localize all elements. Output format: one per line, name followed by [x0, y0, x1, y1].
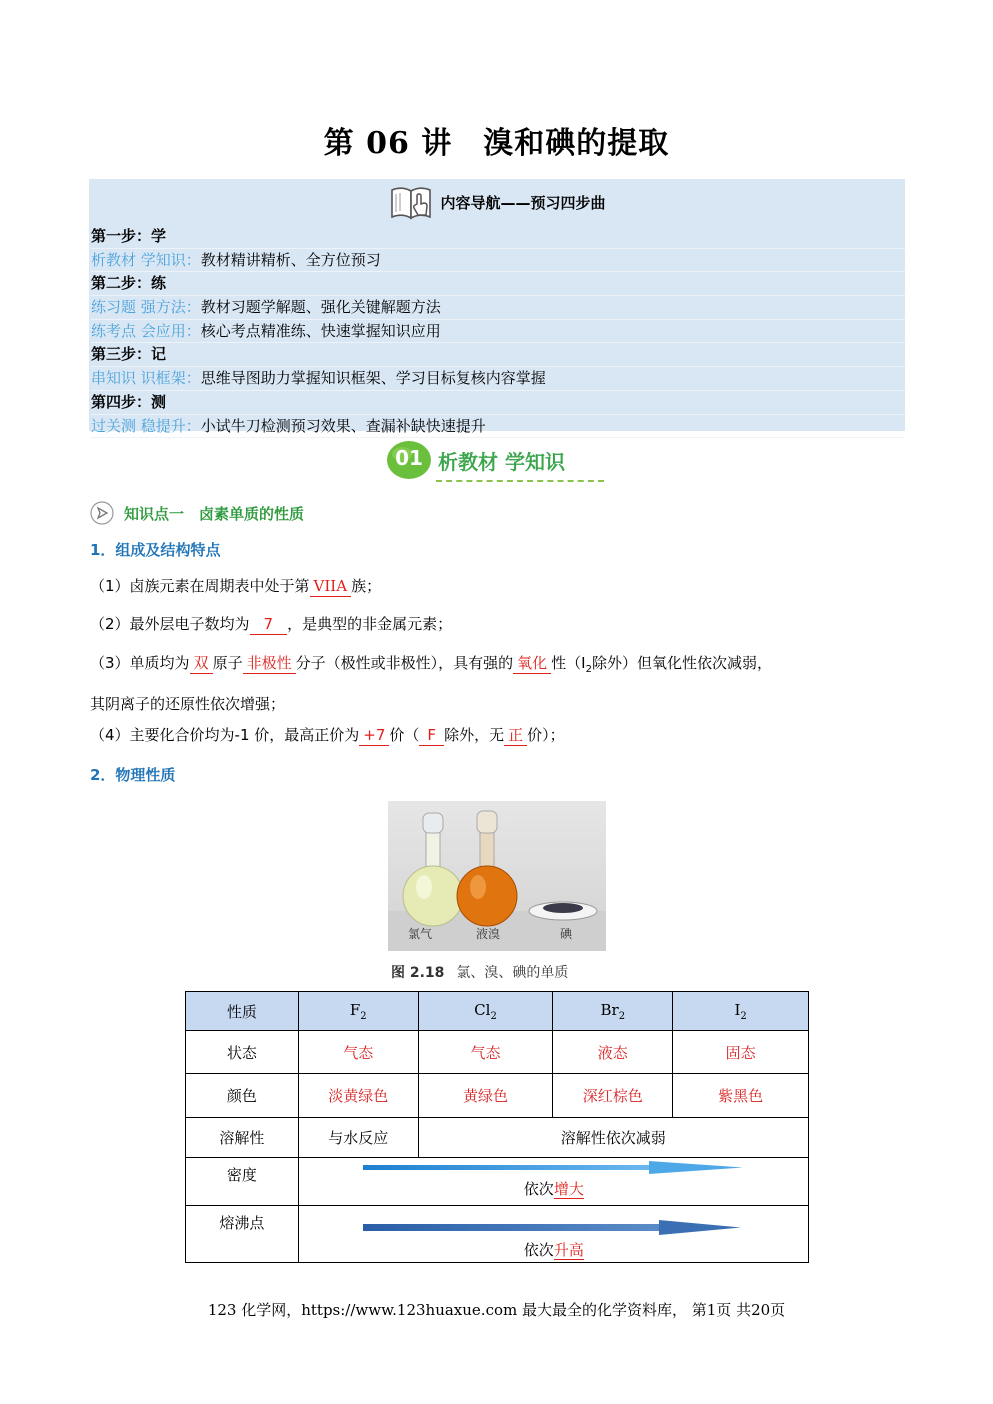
figure-caption — [391, 962, 568, 982]
page-title: 第 06 讲 溴和碘的提取 — [323, 126, 670, 161]
text: （2）最外层电子数均为 — [90, 615, 250, 633]
row-label: 状态 — [186, 1031, 299, 1074]
nav-row-text: 第三步：记 — [91, 345, 167, 364]
nav-header — [89, 179, 905, 225]
photo-label-bromine: 液溴 — [476, 927, 501, 941]
text: 原子 — [212, 654, 243, 672]
table-cell: 气态 — [298, 1031, 418, 1074]
nav-row-text: 思维导图助力掌握知识框架、学习目标复核内容掌握 — [200, 369, 546, 388]
text: 性（I — [551, 654, 586, 672]
header-cell — [673, 992, 809, 1031]
table-cell: 与水反应 — [298, 1118, 418, 1158]
nav-rows — [91, 225, 905, 438]
answer-blank: 增大 — [553, 1180, 584, 1198]
heading-physical: 2．物理性质 — [90, 766, 176, 784]
nav-step-row — [91, 272, 905, 296]
header-cell: 性质 — [186, 992, 299, 1031]
text: 其阴离子的还原性依次增强； — [90, 695, 286, 713]
answer-blank: 非极性 — [243, 653, 296, 674]
row-label: 熔沸点 — [186, 1206, 299, 1263]
answer-blank: 氧化 — [513, 653, 551, 674]
section-number-badge — [386, 440, 432, 480]
nav-item-key: 串知识 识框架： — [91, 369, 201, 388]
table-cell: 固态 — [673, 1031, 809, 1074]
table-cell: 深红棕色 — [553, 1074, 673, 1118]
book-pointer-icon — [388, 182, 436, 222]
heading-composition: 1．组成及结构特点 — [90, 541, 221, 559]
nav-row-text: 教材习题学解题、强化关键解题方法 — [200, 298, 441, 317]
text: 分子（极性或非极性），具有强的 — [295, 654, 514, 672]
text: 除外）但氧化性依次减弱， — [591, 654, 772, 672]
table-row — [186, 1206, 809, 1263]
boiling-trend-text — [299, 1239, 809, 1260]
nav-item-key: 练习题 强方法： — [91, 298, 201, 317]
table-cell: 气态 — [418, 1031, 553, 1074]
nav-row-text: 核心考点精准练、快速掌握知识应用 — [200, 321, 441, 340]
text: （4）主要化合价均为-1 价，最高正价为 — [90, 726, 360, 744]
table-row — [186, 1118, 809, 1158]
text: 价（ — [389, 726, 420, 744]
halogen-properties-table — [185, 991, 809, 1263]
nav-row-text: 第一步：学 — [91, 227, 167, 245]
text: 依次 — [523, 1241, 554, 1259]
header-cell — [553, 992, 673, 1031]
section-title: 析教材 学知识 — [438, 450, 565, 474]
nav-row-text: 教材精讲精析、全方位预习 — [200, 250, 381, 269]
row-label: 颜色 — [186, 1074, 299, 1118]
text: 依次 — [523, 1180, 554, 1198]
table-cell: 液态 — [553, 1031, 673, 1074]
nav-item-row — [91, 320, 905, 344]
nav-step-row — [91, 391, 905, 415]
caption-text: 氯、溴、碘的单质 — [456, 965, 569, 981]
line-2 — [90, 607, 912, 641]
answer-blank: 双 — [190, 653, 213, 674]
table-row — [186, 1031, 809, 1074]
table-cell: 紫黑色 — [673, 1074, 809, 1118]
text: 族； — [351, 577, 382, 595]
nav-step-row — [91, 225, 905, 249]
text: （3）单质均为 — [90, 654, 190, 672]
page-footer: 123 化学网，https://www.123huaxue.com 最大最全的化学资料库， 第1页 共20页 — [207, 1301, 786, 1319]
text: （1）卤族元素在周期表中处于第 — [90, 577, 310, 595]
halogen-photo — [388, 801, 606, 951]
subscript: 2 — [490, 1010, 497, 1022]
answer-blank: 7 — [250, 614, 288, 635]
subscript: 2 — [618, 1010, 626, 1022]
line-1 — [90, 569, 912, 603]
answer-blank: 升高 — [553, 1241, 584, 1259]
section-number: 01 — [395, 446, 423, 470]
nav-item-key: 析教材 学知识： — [91, 250, 201, 269]
nav-row-text: 小试牛刀检测预习效果、查漏补缺快速提升 — [200, 416, 486, 435]
photo-label-iodine: 碘 — [560, 927, 573, 941]
subscript: 2 — [585, 664, 592, 675]
nav-item-row — [91, 296, 905, 320]
nav-item-row — [91, 249, 905, 273]
line-4 — [90, 718, 912, 752]
increase-arrow-icon — [299, 1220, 809, 1236]
nav-header-label: 内容导航——预习四步曲 — [440, 193, 606, 212]
text: ，是典型的非金属元素； — [287, 615, 453, 633]
section-banner — [386, 440, 606, 484]
caption-number: 图 2.18 — [391, 965, 445, 981]
table-cell: 淡黄绿色 — [298, 1074, 418, 1118]
text: 除外，无 — [444, 726, 505, 744]
nav-step-row — [91, 343, 905, 367]
formula: Br — [600, 1000, 619, 1019]
table-row — [186, 1158, 809, 1206]
nav-row-text: 第四步：测 — [91, 392, 167, 411]
nav-item-key: 练考点 会应用： — [91, 321, 201, 340]
nav-row-text: 第二步：练 — [91, 274, 167, 293]
nav-item-key: 过关测 稳提升： — [91, 416, 201, 435]
answer-blank: 正 — [504, 725, 527, 746]
nav-item-row — [91, 415, 905, 439]
table-header-row — [186, 992, 809, 1031]
text: 价）； — [527, 726, 565, 744]
table-cell: 黄绿色 — [418, 1074, 553, 1118]
row-label: 溶解性 — [186, 1118, 299, 1158]
nav-item-row — [91, 367, 905, 391]
answer-blank: F — [419, 725, 444, 746]
subscript: 2 — [740, 1010, 747, 1022]
content-navigation-box — [89, 179, 905, 435]
answer-blank: VIIA — [310, 576, 352, 597]
answer-blank: +7 — [359, 725, 389, 746]
header-cell — [298, 992, 418, 1031]
knowledge-point-title: 知识点一 卤素单质的性质 — [124, 504, 305, 523]
density-trend-text — [299, 1178, 809, 1199]
table-row — [186, 1074, 809, 1118]
header-cell — [418, 992, 553, 1031]
knowledge-point-heading — [90, 500, 304, 526]
arrow-circle-icon — [90, 501, 114, 525]
boiling-trend-cell — [298, 1206, 808, 1263]
photo-label-chlorine: 氯气 — [408, 927, 433, 941]
row-label: 密度 — [186, 1158, 299, 1206]
section-underline — [436, 480, 604, 482]
table-cell: 溶解性依次减弱 — [418, 1118, 808, 1158]
formula: Cl — [474, 1000, 491, 1019]
formula: F — [349, 1000, 361, 1019]
subscript: 2 — [360, 1010, 367, 1022]
formula: I — [734, 1000, 741, 1019]
density-trend-cell — [298, 1158, 808, 1206]
line-3 — [90, 646, 912, 721]
increase-arrow-icon — [299, 1160, 809, 1176]
